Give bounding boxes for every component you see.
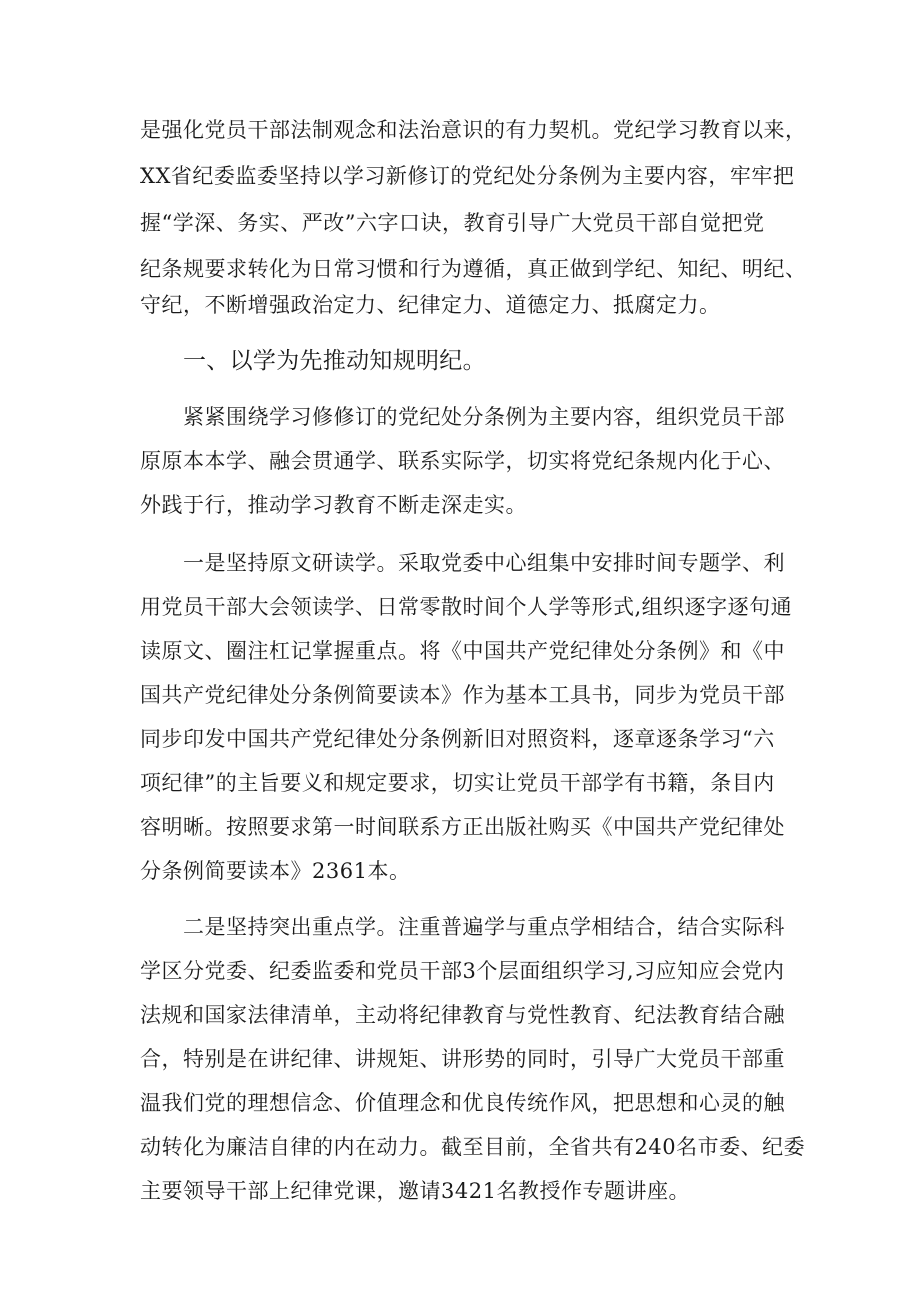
para2-line-4: 国共产党纪律处分条例简要读本》作为基本工具书，同步为党员干部 bbox=[140, 683, 785, 707]
para2-line-2: 用党员干部大会领读学、日常零散时间个人学等形式,组织逐字逐句通 bbox=[140, 595, 793, 619]
para3-line-7: 主要领导干部上纪律党课，邀请3421名教授作专题讲座。 bbox=[140, 1179, 690, 1203]
para3-line-5: 温我们党的理想信念、价值理念和优良传统作风，把思想和心灵的触 bbox=[140, 1091, 785, 1115]
para2-line-7: 容明晰。按照要求第一时间联系方正出版社购买《中国共产党纪律处 bbox=[140, 815, 785, 839]
para2-line-6: 项纪律”的主旨要义和规定要求，切实让党员干部学有书籍，条目内 bbox=[140, 771, 775, 795]
intro-line-5: 守纪，不断增强政治定力、纪律定力、道德定力、抵腐定力。 bbox=[140, 293, 721, 317]
intro-line-2: XX省纪委监委坚持以学习新修订的党纪处分条例为主要内容，牢牢把 bbox=[140, 164, 795, 188]
para1-line-2: 原原本本学、融会贯通学、联系实际学，切实将党纪条规内化于心、 bbox=[140, 449, 785, 473]
para3-line-6: 动转化为廉洁自律的内在动力。截至目前，全省共有240名市委、纪委 bbox=[140, 1135, 806, 1159]
para3-line-4: 合，特别是在讲纪律、讲规矩、讲形势的同时，引导广大党员干部重 bbox=[140, 1047, 785, 1071]
para3-line-2: 学区分党委、纪委监委和党员干部3个层面组织学习,习应知应会党内 bbox=[140, 959, 785, 983]
para3-line-1: 二是坚持突出重点学。注重普遍学与重点学相结合，结合实际科 bbox=[183, 915, 785, 939]
para1-line-1: 紧紧围绕学习修修订的党纪处分条例为主要内容，组织党员干部 bbox=[183, 405, 785, 429]
para2-line-8: 分条例简要读本》2361本。 bbox=[140, 859, 411, 883]
para2-line-1: 一是坚持原文研读学。采取党委中心组集中安排时间专题学、利 bbox=[183, 551, 785, 575]
intro-line-4: 纪条规要求转化为日常习惯和行为遵循，真正做到学纪、知纪、明纪、 bbox=[140, 257, 807, 281]
para3-line-3: 法规和国家法律清单，主动将纪律教育与党性教育、纪法教育结合融 bbox=[140, 1003, 785, 1027]
intro-line-3: 握“学深、务实、严改”六字口诀，教育引导广大党员干部自觉把党 bbox=[140, 211, 765, 235]
section-heading: 一、以学为先推动知规明纪。 bbox=[183, 348, 486, 374]
intro-line-1: 是强化党员干部法制观念和法治意识的有力契机。党纪学习教育以来， bbox=[140, 118, 807, 142]
para2-line-5: 同步印发中国共产党纪律处分条例新旧对照资料，逐章逐条学习“六 bbox=[140, 727, 775, 751]
para2-line-3: 读原文、圈注杠记掌握重点。将《中国共产党纪律处分条例》和《中 bbox=[140, 639, 785, 663]
para1-line-3: 外践于行，推动学习教育不断走深走实。 bbox=[140, 493, 527, 517]
